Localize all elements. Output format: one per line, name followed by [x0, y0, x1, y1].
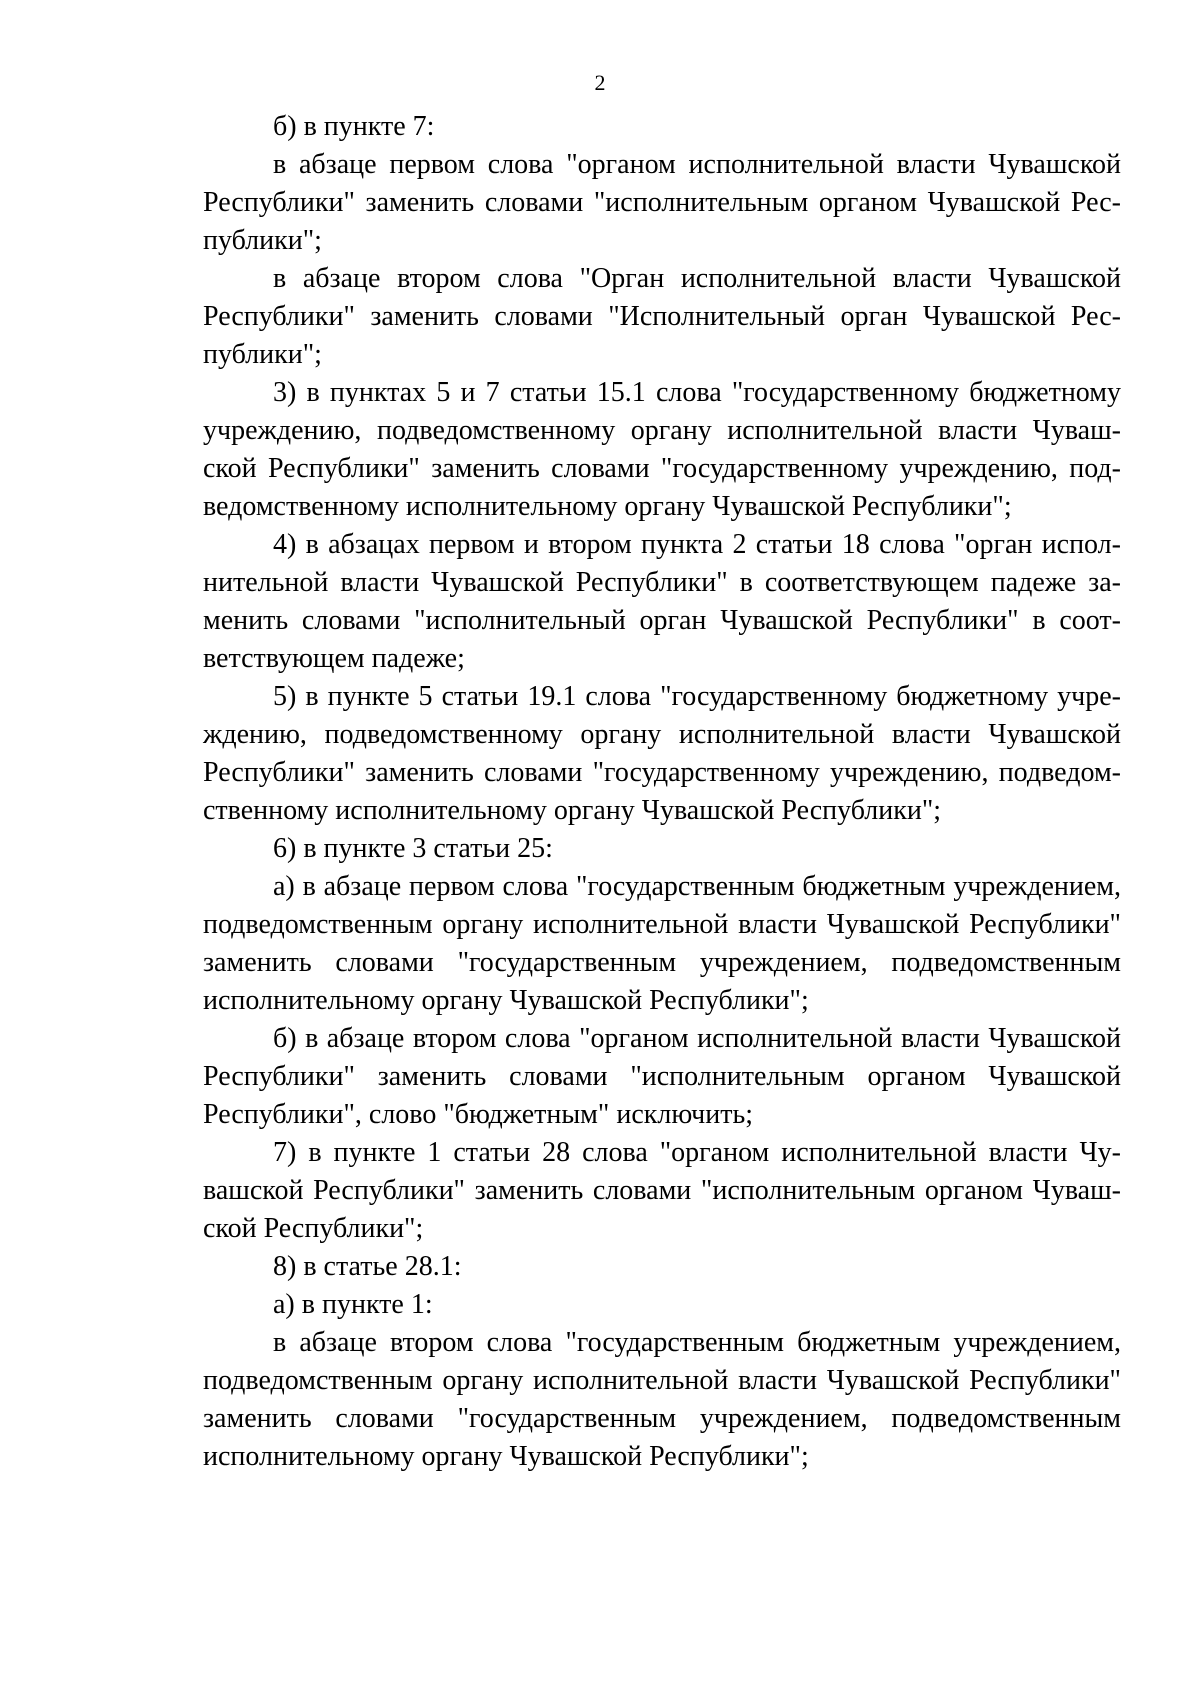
paragraph-item-b-point-7: б) в пункте 7:: [273, 111, 435, 142]
paragraph-item-6: 6) в пункте 3 статьи 25:: [273, 833, 553, 864]
document-body: [203, 108, 1121, 1476]
paragraph-item-4: 4) в абзацах первом и втором пункта 2 статьи 18 слова "орган исполнительной власти Чувашской Республики" в соответствующем падеже заменить словами "исполнительный орган Чувашской Республики" в соответствующем падеже;: [203, 529, 1121, 674]
paragraph-first-abzac-point-7: в абзаце первом слова "органом исполнительной власти Чувашской Республики" заменить словами "исполнительным органом Чувашской Республики";: [203, 149, 1121, 256]
paragraph-second-abzac-point-7: в абзаце втором слова "Орган исполнительной власти Чувашской Республики" заменить словами "Исполнительный орган Чувашской Республики";: [203, 263, 1121, 370]
paragraph-item-3: 3) в пунктах 5 и 7 статьи 15.1 слова "государственному бюджетному учреждению, подведомственному органу исполнительной власти Чувашской Республики" заменить словами "государственному учреждению, подведомственному исполнительному органу Чувашской Республики";: [203, 377, 1121, 522]
paragraph-item-6b: б) в абзаце втором слова "органом исполнительной власти Чувашской Республики" заменить словами "исполнительным органом Чувашской Республики", слово "бюджетным" исключить;: [203, 1023, 1121, 1130]
paragraph-item-8a-second-abzac: в абзаце втором слова "государственным бюджетным учреждением, подведомственным органу исполнительной власти Чувашской Республики" заменить словами "государственным учреждением, подведомственным исполнительному органу Чувашской Республики";: [203, 1327, 1121, 1472]
paragraph-item-5: 5) в пункте 5 статьи 19.1 слова "государственному бюджетному учреждению, подведомственному органу исполнительной власти Чувашской Республики" заменить словами "государственному учреждению, подведомственному исполнительному органу Чувашской Республики";: [203, 681, 1121, 826]
page-number: 2: [594, 70, 606, 95]
paragraph-item-8a: а) в пункте 1:: [273, 1289, 433, 1320]
paragraph-item-6a: а) в абзаце первом слова "государственным бюджетным учреждением, подведомственным органу исполнительной власти Чувашской Республики" заменить словами "государственным учреждением, подведомственным исполнительному органу Чувашской Республики";: [203, 871, 1121, 1016]
paragraph-item-8: 8) в статье 28.1:: [273, 1251, 462, 1282]
paragraph-item-7: 7) в пункте 1 статьи 28 слова "органом исполнительной власти Чувашской Республики" заменить словами "исполнительным органом Чувашской Республики";: [203, 1137, 1121, 1244]
